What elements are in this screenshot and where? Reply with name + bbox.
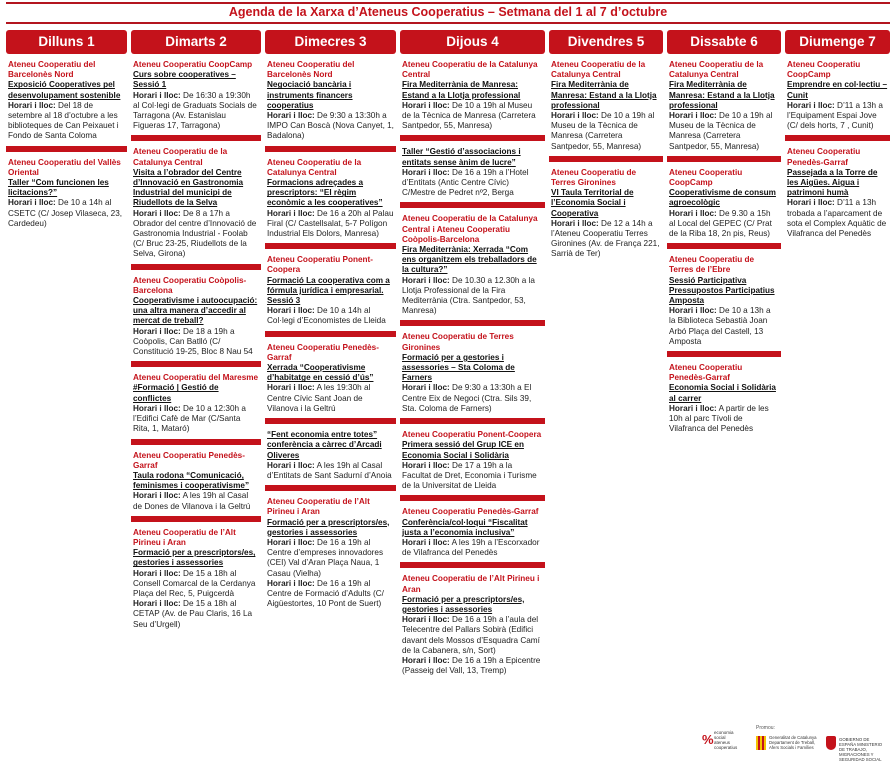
day-column-7: [785, 30, 890, 239]
event-separator: [265, 146, 396, 152]
schedule-label: Horari i lloc:: [267, 383, 315, 393]
economia-social-logo: [700, 730, 736, 760]
schedule-label: Horari i lloc:: [267, 111, 315, 121]
schedule-text: De 9:30 a 13:30h a IMPO Can Boscà (Nova Canyet, 1, Badalona): [267, 111, 394, 141]
event-organizer: Ateneu Cooperatiu del Barcelonès Nord: [267, 60, 355, 80]
event-title-link[interactable]: Fira Mediterrània de Manresa: Estand a la Llotja professional: [402, 80, 521, 100]
schedule-text: A les 19h al Casal d’Entitats de Sant Sadurní d’Anoia: [267, 460, 392, 480]
spain-government-logo: [826, 736, 886, 762]
schedule-label: Horari i lloc:: [133, 90, 181, 100]
event-title-link[interactable]: Cooperativisme i autoocupació: una altra manera d’accedir al mercat de treball?: [133, 296, 258, 326]
event-schedule: [669, 404, 779, 435]
day-header: Dijous 4: [400, 30, 545, 54]
event-entry: [400, 332, 545, 414]
event-entry: [400, 574, 545, 676]
schedule-label: Horari i lloc:: [787, 198, 835, 208]
event-separator: [131, 516, 261, 522]
schedule-label: Horari i lloc:: [551, 111, 599, 121]
schedule-text: A les 19h al Casal de Dones de Vilanova i la Geltrú: [133, 491, 251, 511]
schedule-label: Horari i lloc:: [669, 403, 717, 413]
event-title-link[interactable]: Cooperativisme de consum agroecològic: [669, 188, 776, 208]
event-entry: [400, 507, 545, 558]
event-separator: [400, 202, 545, 208]
event-organizer: Ateneu Cooperatiu Coòpolis-Barcelona: [133, 275, 247, 295]
event-entry: [265, 430, 396, 481]
generalitat-logo: [756, 734, 822, 758]
event-organizer: Ateneu Cooperatiu Penedès-Garraf: [669, 363, 743, 383]
event-schedule: [669, 209, 779, 240]
event-organizer: Ateneu Cooperatiu de la Catalunya Central: [669, 60, 764, 80]
event-schedule: [133, 491, 259, 511]
event-organizer: Ateneu Cooperatiu del Vallès Oriental: [8, 157, 121, 177]
event-schedule: [551, 111, 661, 152]
schedule-text: De 16:30 a 19:30h al Col·legi de Graduats Socials de Tarragona (Av. Estanislau Figueras 17, Tarragona): [133, 90, 257, 131]
event-schedule: [402, 276, 543, 317]
catalan-flag-icon: [756, 736, 766, 750]
event-organizer: Ateneu Cooperatiu de Terres Gironines: [551, 167, 637, 188]
event-entry: [549, 168, 663, 260]
event-separator: [400, 562, 545, 568]
day-column-6: [667, 30, 781, 435]
agenda-title-bar: [0, 2, 896, 22]
event-organizer: Ateneu Cooperatiu CoopCamp: [133, 60, 253, 69]
event-schedule: [133, 327, 259, 358]
event-title-link[interactable]: Taula rodona “Comunicació, feminismes i cooperativisme”: [133, 470, 250, 491]
day-column-3: [265, 30, 396, 609]
schedule-label: Horari i lloc:: [402, 655, 450, 665]
day-header: Dimecres 3: [265, 30, 396, 54]
event-title-link[interactable]: Taller “Gestió d’associacions i entitats sense ànim de lucre”: [402, 147, 521, 167]
schedule-text: A partir de les 10h al parc Tívoli de Vilafranca del Penedès: [669, 403, 769, 434]
event-title-link[interactable]: Passejada a la Torre de les Aigües. Aigua i patrimoni humà: [787, 167, 878, 198]
event-organizer: Ateneu Cooperatiu Ponent-Coopera: [402, 430, 542, 440]
schedule-text: De 16 a 20h al Palau Firal (C/ Castellsalat, 5-7 Polígon Industrial Els Dolors, Manresa): [267, 208, 394, 239]
schedule-text: De 10 a 14h al CSETC (C/ Josep Vilaseca, 23, Cardedeu): [8, 198, 123, 228]
event-schedule: [402, 538, 543, 558]
schedule-text: De 10 a 19h al Museu de la Tècnica de Manresa (Carretera Santpedor, 55, Manresa): [669, 111, 773, 151]
event-entry: [667, 168, 781, 239]
schedule-label: Horari i lloc:: [8, 100, 56, 110]
event-schedule: [133, 209, 259, 260]
event-schedule: [267, 306, 394, 326]
schedule-text: De 16 a 19h al Centre de Formació d’Adults (C/ Aigüestortes, 10 Pont de Suert): [267, 578, 384, 609]
schedule-text: De 12 a 14h a l’Ateneu Cooperatiu Terres Gironines (Av. de França 221, Sarrià de Ter): [551, 218, 660, 259]
day-header: Dimarts 2: [131, 30, 261, 54]
day-header: Dilluns 1: [6, 30, 127, 54]
economia-social-text: economia social ateneus cooperatius: [714, 730, 738, 750]
event-separator: [667, 351, 781, 357]
day-header: Dissabte 6: [667, 30, 781, 54]
schedule-label: Horari i lloc:: [267, 460, 315, 470]
event-schedule: [267, 538, 394, 579]
event-title-link[interactable]: #Formació | Gestió de conflictes: [133, 383, 219, 403]
event-schedule: [267, 461, 394, 481]
event-schedule: [402, 461, 543, 492]
event-organizer: Ateneu Cooperatiu de Terres de l’Ebre: [669, 255, 755, 275]
schedule-text: De 15 a 18h al CETAP (Av. de Pau Claris, 16 La Seu d’Urgell): [133, 599, 253, 629]
event-organizer: Ateneu Cooperatiu de la Catalunya Central: [133, 147, 228, 167]
schedule-label: Horari i lloc:: [402, 275, 450, 285]
event-schedule: [267, 579, 394, 610]
event-title-link[interactable]: “Fent economia entre totes” conferència a càrrec d’Arcadi Oliveres: [267, 430, 382, 460]
event-separator: [400, 495, 545, 501]
schedule-label: Horari i lloc:: [402, 615, 450, 625]
schedule-text: De 10.30 a 12.30h a la Llotja Professional de la Fira Mediterrània (Ctra. Santpedor, 53, Manresa): [402, 275, 535, 316]
event-separator: [549, 156, 663, 162]
day-column-2: [131, 30, 261, 630]
schedule-text: De 10 a 14h al Col·legi d’Economistes de Lleida: [267, 306, 386, 326]
event-separator: [265, 331, 396, 337]
footer-logos: [700, 724, 890, 764]
schedule-label: Horari i lloc:: [402, 460, 450, 470]
day-column-5: [549, 30, 663, 260]
event-title-link[interactable]: Emprendre en col·lectiu – Cunit: [787, 80, 888, 100]
event-schedule: [267, 383, 394, 414]
event-organizer: Ateneu Cooperatiu CoopCamp: [787, 60, 861, 80]
event-title-link[interactable]: Fira Mediterrània: Xerrada “Com ens organitzem els treballadors de la cultura?”: [402, 245, 537, 275]
event-schedule: [267, 209, 394, 240]
schedule-text: De 9.30 a 15h al Local del GEPEC (C/ Prat de la Riba 18, 2n pis, Reus): [669, 208, 772, 239]
schedule-text: D’11 a 13h trobada a l’aparcament de sota el Complex Aquàtic de Vilafranca del Penedès: [787, 198, 887, 239]
event-schedule: [8, 101, 125, 142]
event-separator: [131, 264, 261, 270]
event-separator: [6, 146, 127, 152]
schedule-text: A les 19h a l’Escorxador de Vilafranca del Penedès: [402, 537, 540, 558]
schedule-label: Horari i lloc:: [551, 218, 599, 228]
schedule-text: D’11 a 13h a l’Equipament Espai Jove (C/ dels horts, 7 , Cunit): [787, 100, 883, 131]
event-schedule: [551, 219, 661, 260]
schedule-text: De 16 a 19h a l’aula del Telecentre del Pallars Sobirà (Edifici davant dels Mossos d’Esquadra Camí de la Cabanera, s/n, Sort): [402, 615, 540, 655]
event-title-link[interactable]: VI Taula Territorial de l’Economia Social i Cooperativa: [551, 188, 634, 218]
title-top-rule: [6, 2, 890, 4]
event-organizer: Ateneu Cooperatiu de la Catalunya Central: [402, 60, 538, 80]
event-separator: [131, 135, 261, 141]
schedule-text: A les 19:30h al Centre Cívic Sant Joan de Vilanova i la Geltrú: [267, 383, 371, 413]
event-title-link[interactable]: Xerrada “Cooperativisme d’habitatge en cessió d’ús”: [267, 363, 374, 383]
event-organizer: Ateneu Cooperatiu de la Catalunya Central: [267, 157, 362, 177]
event-title-link[interactable]: Formació La cooperativa com a fórmula jurídica i empresarial. Sessió 3: [267, 275, 390, 306]
day-header: Diumenge 7: [785, 30, 890, 54]
event-entry: [265, 158, 396, 240]
event-schedule: [267, 111, 394, 142]
event-title-link[interactable]: Fira Mediterrània de Manresa: Estand a la Llotja professional: [669, 80, 775, 110]
schedule-label: Horari i lloc:: [669, 208, 717, 218]
title-bottom-rule: [6, 22, 890, 24]
generalitat-text: Generalitat de Catalunya Departament de Treball, Afers Socials i Famílies: [769, 735, 817, 750]
event-schedule: [133, 91, 259, 132]
schedule-label: Horari i lloc:: [133, 208, 181, 218]
schedule-label: Horari i lloc:: [402, 383, 450, 393]
event-organizer: Ateneu Cooperatiu Penedès-Garraf: [133, 450, 245, 470]
day-column-1: [6, 30, 127, 229]
agenda-title: Agenda de la Xarxa d’Ateneus Cooperatius – Setmana del 1 al 7 d’octubre: [228, 5, 668, 19]
event-schedule: [402, 383, 543, 414]
schedule-label: Horari i lloc:: [133, 403, 181, 413]
schedule-label: Horari i lloc:: [267, 306, 315, 316]
event-entry: [400, 430, 545, 491]
schedule-text: De 15 a 18h al Consell Comarcal de la Cerdanya Plaça del Rec, 5, Puigcerdà: [133, 568, 256, 598]
percent-mark-icon: %: [702, 732, 714, 747]
schedule-text: De 9:30 a 13:30h a El Centre Eix de Negoci (Ctra. Sils 39, Sta. Coloma de Farners): [402, 383, 532, 413]
schedule-label: Horari i lloc:: [402, 167, 450, 177]
schedule-text: De 10 a 12:30h a l’Edifici Cafè de Mar (C/Santa Rita, 1, Mataró): [133, 403, 246, 434]
schedule-label: Horari i lloc:: [133, 491, 181, 501]
promou-label: Promou:: [756, 725, 775, 731]
schedule-label: Horari i lloc:: [669, 306, 717, 316]
event-entry: [265, 60, 396, 142]
event-separator: [785, 135, 890, 141]
event-title-link[interactable]: Primera sessió del Grup ICE en Economia Social i Solidària: [402, 440, 524, 460]
event-schedule: [402, 656, 543, 676]
event-schedule: [402, 615, 543, 656]
event-entry: [131, 147, 261, 259]
schedule-label: Horari i lloc:: [402, 537, 450, 547]
schedule-label: Horari i lloc:: [787, 100, 835, 110]
schedule-label: Horari i lloc:: [133, 599, 181, 609]
schedule-text: De 17 a 19h a la Facultat de Dret, Economia i Turisme de la Universitat de Lleida: [402, 460, 537, 491]
schedule-text: De 8 a 17h a Obrador del centre d’Innovació de Gastronomia Industrial - Foolab (C/ Bruc 23-25, Riudellots de la Selva, Girona): [133, 208, 257, 259]
event-organizer: Ateneu Cooperatiu de la Catalunya Central: [551, 60, 646, 80]
event-entry: [785, 60, 890, 131]
schedule-label: Horari i lloc:: [133, 568, 181, 578]
schedule-label: Horari i lloc:: [267, 578, 315, 588]
event-title-link[interactable]: Formació per a prescriptors/es, gestories i assessories: [133, 548, 256, 568]
event-schedule: [402, 168, 543, 199]
event-title-link[interactable]: Taller “Com funcionen les licitacions?”: [8, 178, 109, 198]
event-organizer: Ateneu Cooperatiu de l’Alt Pirineu i Aran: [267, 497, 370, 517]
event-schedule: [669, 306, 779, 347]
event-title-link[interactable]: Sessió Participativa Pressupostos Participatius Amposta: [669, 275, 775, 306]
event-title-link[interactable]: Exposició Cooperatives pel desenvolupament sostenible: [8, 80, 121, 100]
event-organizer: Ateneu Cooperatiu Penedès-Garraf: [402, 507, 539, 517]
event-entry: [265, 497, 396, 609]
event-organizer: Ateneu Cooperatiu del Barcelonès Nord: [8, 60, 96, 80]
event-separator: [667, 156, 781, 162]
event-entry: [400, 214, 545, 316]
event-organizer: Ateneu Cooperatiu del Maresme: [133, 373, 259, 383]
event-title-link[interactable]: Formació per a prescriptors/es, gestories i assessories: [402, 594, 525, 614]
schedule-text: De 10 a 19h al Museu de la Tècnica de Manresa (Carretera Santpedor, 55, Manresa): [402, 100, 536, 131]
schedule-text: De 18 a 19h a Coòpolis, Can Batlló (C/ Constitució 19-25, Bloc 8 Nau 54: [133, 326, 253, 357]
event-organizer: Ateneu Cooperatiu CoopCamp: [669, 167, 743, 188]
event-schedule: [402, 101, 543, 132]
event-title-link[interactable]: Formació per a prescriptors/es, gestories i assessories: [267, 517, 390, 537]
event-entry: [667, 255, 781, 347]
event-separator: [131, 439, 261, 445]
schedule-text: De 16 a 19h a l’Hotel d’Entitats (Antic Centre Cívic) C/Mestre de Pedret nº2, Berga: [402, 167, 529, 198]
event-organizer: Ateneu Cooperatiu de Terres Gironines: [402, 332, 514, 352]
event-separator: [131, 361, 261, 367]
event-entry: [667, 60, 781, 152]
event-separator: [667, 243, 781, 249]
event-schedule: [787, 198, 888, 239]
event-schedule: [133, 569, 259, 600]
event-entry: [131, 451, 261, 512]
day-header: Divendres 5: [549, 30, 663, 54]
spain-government-text: GOBIERNO DE ESPAÑA MINISTERIO DE TRABAJO, MIGRACIONES Y SEGURIDAD SOCIAL: [839, 737, 883, 762]
event-separator: [400, 135, 545, 141]
event-title-link[interactable]: Visita a l’obrador del Centre d’Innovació en Gastronomia Industrial del municipi de Riudellots de la Selva: [133, 167, 244, 208]
schedule-label: Horari i lloc:: [402, 100, 450, 110]
event-entry: [131, 60, 261, 131]
spain-shield-icon: [826, 736, 836, 750]
schedule-text: De 10 a 19h al Museu de la Tècnica de Manresa (Carretera Santpedor, 55, Manresa): [551, 111, 655, 151]
event-title-link[interactable]: Formació per a gestories i assessories – Sta Coloma de Farners: [402, 352, 515, 383]
event-entry: [131, 528, 261, 630]
event-separator: [265, 243, 396, 249]
schedule-text: Del 18 de setembre al 18 d’octubre a les biblioteques de Can Peixauet i Fondo de Santa Coloma: [8, 100, 119, 141]
schedule-label: Horari i lloc:: [267, 537, 315, 547]
schedule-label: Horari i lloc:: [267, 208, 315, 218]
event-entry: [131, 373, 261, 434]
event-entry: [400, 60, 545, 131]
event-title-link[interactable]: Fira Mediterrània de Manresa: Estand a la Llotja professional: [551, 80, 657, 110]
event-title-link[interactable]: Conferència/col·loqui “Fiscalitat justa a l’economia inclusiva”: [402, 517, 528, 537]
event-title-link[interactable]: Formacions adreçades a prescriptors: “El règim econòmic a les cooperatives”: [267, 178, 383, 208]
event-entry: [6, 60, 127, 142]
event-separator: [265, 418, 396, 424]
schedule-text: De 16 a 19h al Centre d’empreses innovadores (CEI) Val d’Aran Plaça Naua, 1 Casau (Vielha): [267, 537, 384, 578]
event-organizer: Ateneu Cooperatiu de l’Alt Pirineu i Aran: [133, 527, 236, 547]
event-schedule: [8, 198, 125, 229]
event-entry: [785, 147, 890, 239]
event-organizer: Ateneu Cooperatiu de l’Alt Pirineu i Aran: [402, 574, 540, 594]
event-title-link[interactable]: Curs sobre cooperatives – Sessió 1: [133, 70, 236, 90]
event-organizer: Ateneu Cooperatiu Penedès-Garraf: [787, 147, 861, 167]
event-entry: [667, 363, 781, 434]
event-schedule: [133, 599, 259, 630]
schedule-text: De 10 a 13h a la Biblioteca Sebastià Joan Arbó Plaça del Castell, 13 Amposta: [669, 306, 771, 346]
schedule-label: Horari i lloc:: [8, 198, 56, 208]
event-entry: [400, 147, 545, 198]
event-separator: [400, 418, 545, 424]
schedule-label: Horari i lloc:: [133, 326, 181, 336]
event-entry: [131, 276, 261, 358]
event-schedule: [669, 111, 779, 152]
schedule-text: De 16 a 19h a Epicentre (Passeig del Vall, 13, Tremp): [402, 655, 541, 676]
event-entry: [265, 255, 396, 326]
event-organizer: Ateneu Cooperatiu de la Catalunya Central i Ateneu Cooperatiu Coòpolis-Barcelona: [402, 214, 538, 244]
event-schedule: [133, 404, 259, 435]
event-organizer: Ateneu Cooperatiu Penedès-Garraf: [267, 342, 379, 362]
event-separator: [265, 485, 396, 491]
event-organizer: Ateneu Cooperatiu Ponent-Coopera: [267, 255, 373, 275]
schedule-label: Horari i lloc:: [669, 111, 717, 121]
event-title-link[interactable]: Economia Social i Solidària al carrer: [669, 383, 776, 403]
event-separator: [400, 320, 545, 326]
event-schedule: [787, 101, 888, 132]
event-entry: [265, 343, 396, 414]
day-column-4: [400, 30, 545, 676]
event-entry: [549, 60, 663, 152]
event-entry: [6, 158, 127, 229]
event-title-link[interactable]: Negociació bancària i instruments financers cooperatius: [267, 80, 353, 110]
